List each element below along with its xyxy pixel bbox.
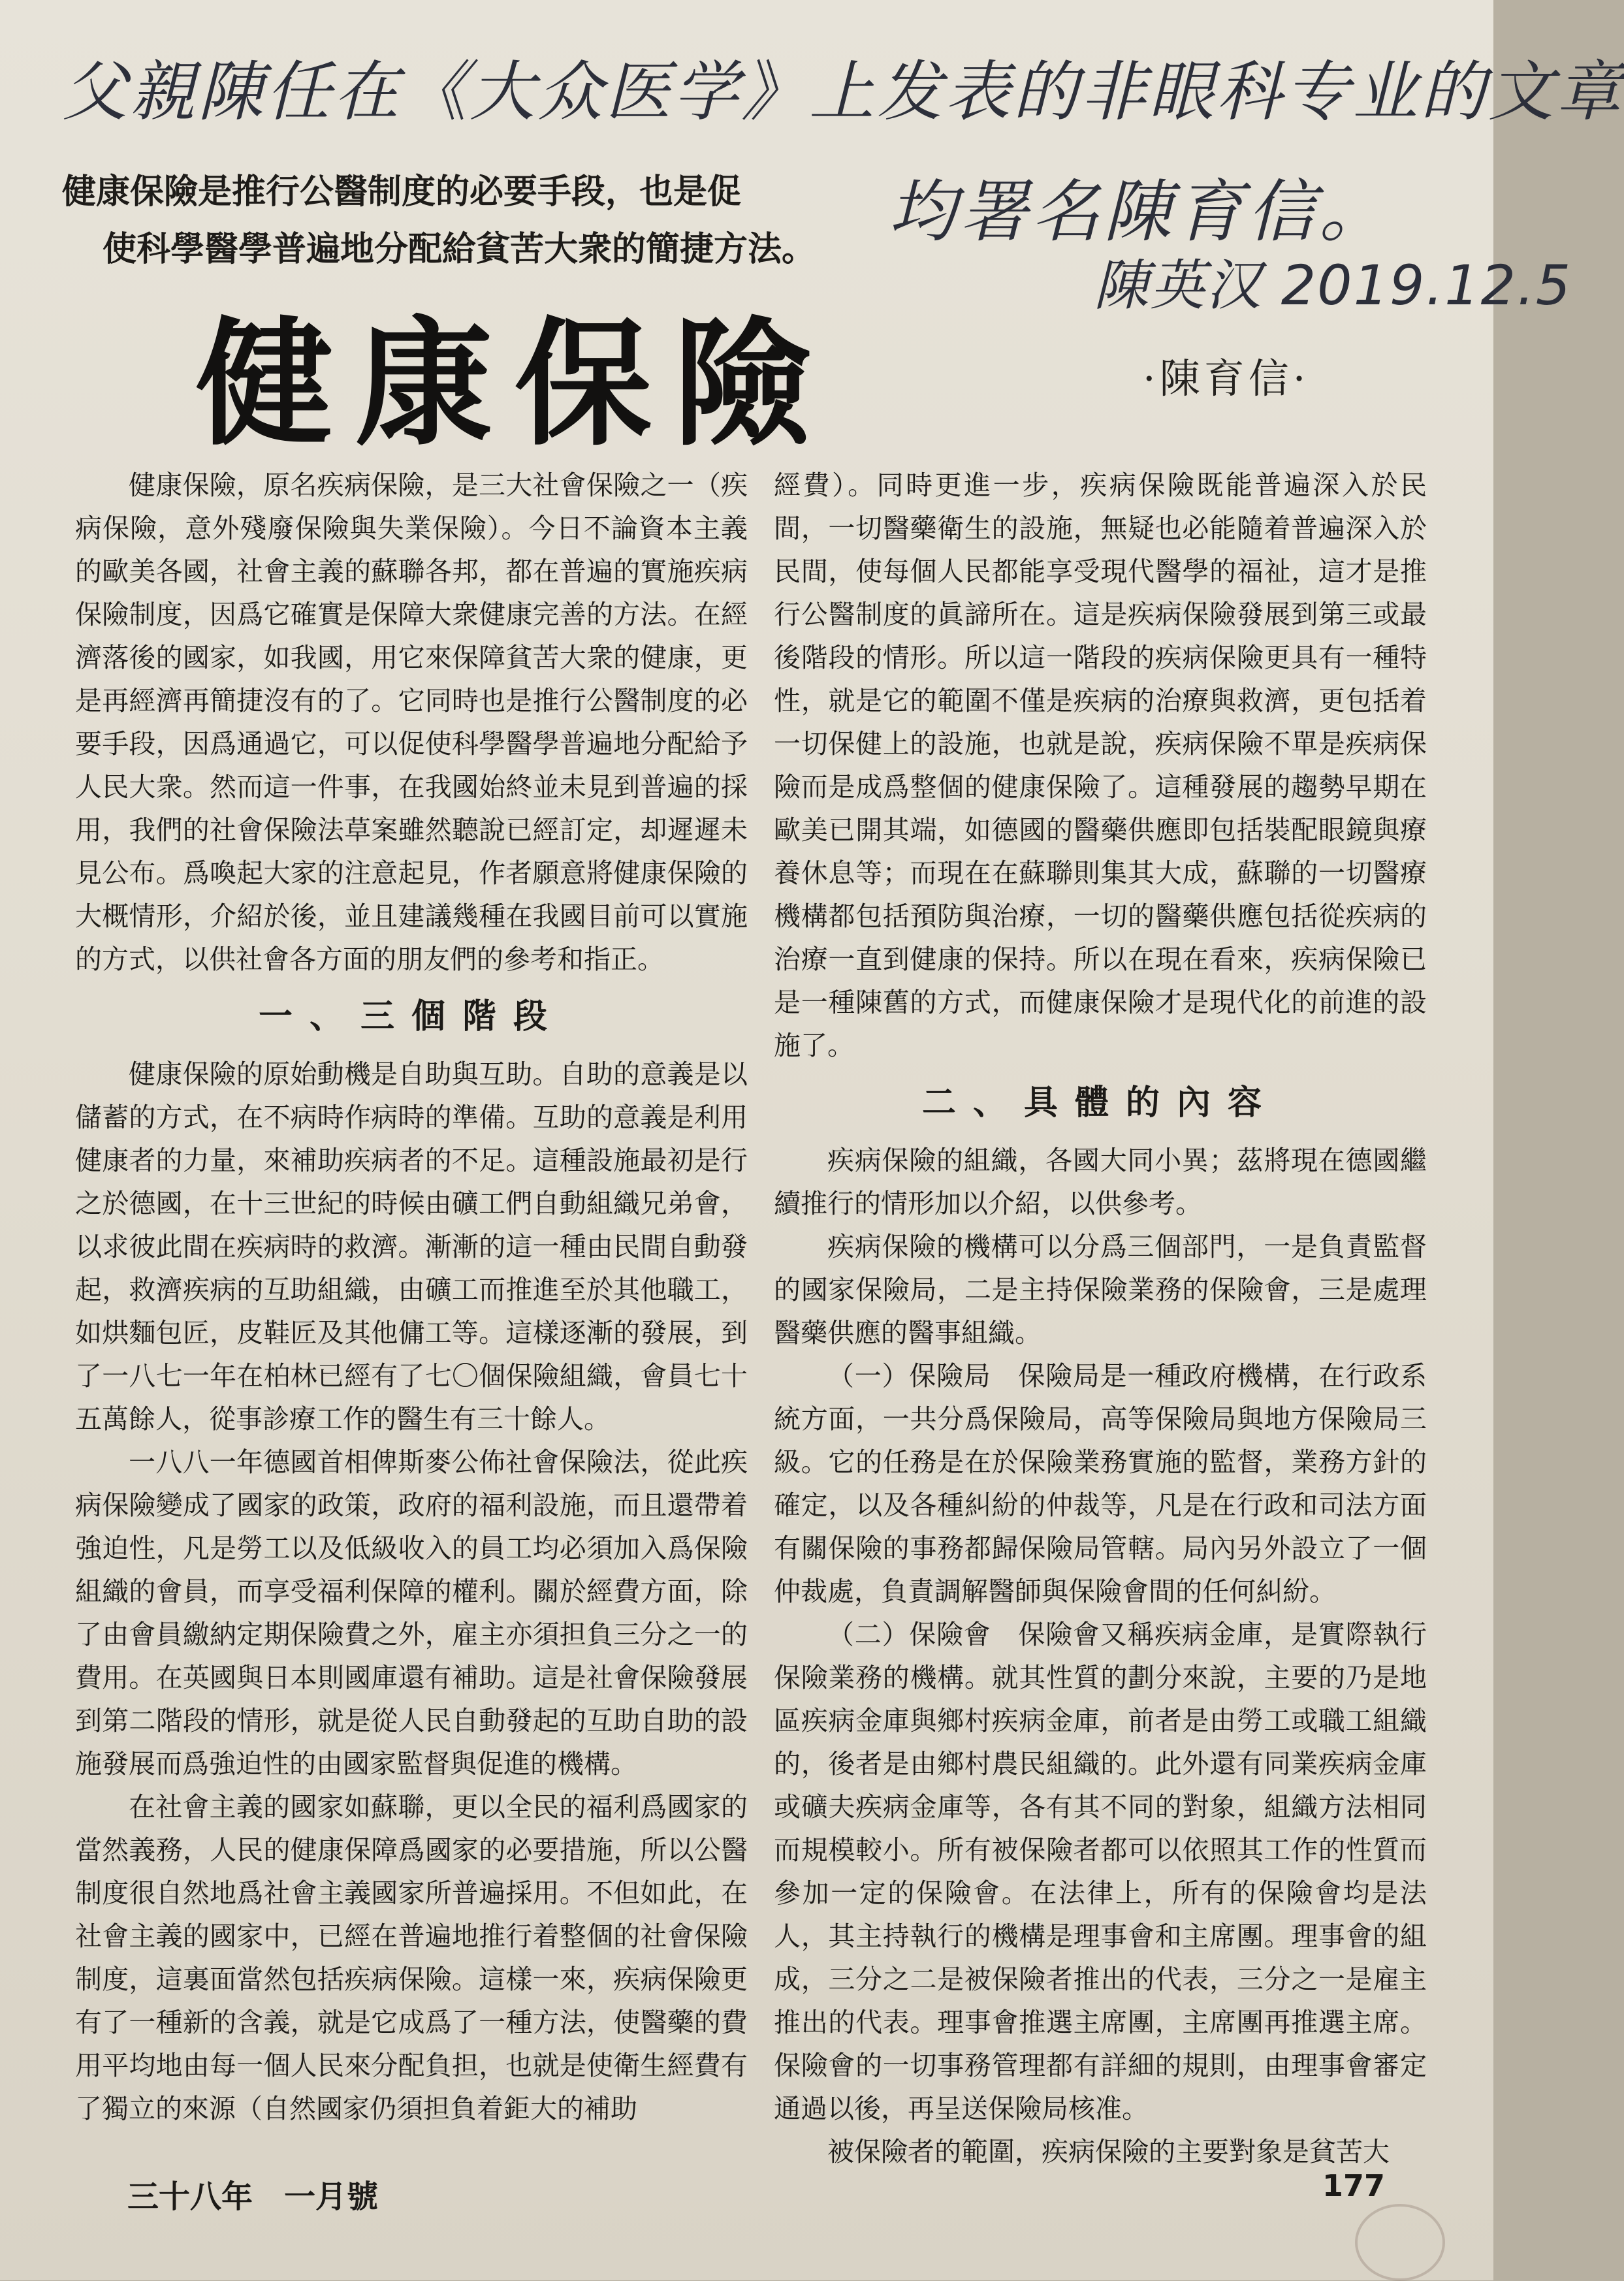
paragraph: 被保險者的範圍，疾病保險的主要對象是貧苦大	[827, 2136, 1390, 2167]
paragraph: （二）保險會 保險會又稱疾病金庫，是實際執行保險業務的機構。就其性質的劃分來說，主要的乃是地區疾病金庫與鄉村疾病金庫，前者是由勞工或職工組織的，後者是由鄉村農民組織的。此外還有同業疾病金庫或礦夫疾病金庫等，各有其不同的對象，組織方法相同而規模較小。所有被保險者都可以依照其工作的性質而參加一定的保險會。在法律上，所有的保險會均是法人，其主持執行的機構是理事會和主席團。理事會的組成，三分之二是被保險者推出的代表，三分之一是雇主推出的代表。理事會推選主席團，主席團再推選主席。保險會的一切事務管理都有詳細的規則，由理事會審定通過以後，再呈送保險局核准。	[774, 1619, 1427, 2124]
issue-label: 三十八年 一月號	[127, 2178, 379, 2215]
paragraph: 健康保險，原名疾病保險，是三大社會保險之一（疾病保險，意外殘廢保險與失業保險）。今日不論資本主義的歐美各國，社會主義的蘇聯各邦，都在普遍的實施疾病保險制度，因爲它確實是保障大衆健康完善的方法。在經濟落後的國家，如我國，用它來保障貧苦大衆的健康，更是再經濟再簡捷沒有的了。它同時也是推行公醫制度的必要手段，因爲通過它，可以促使科學醫學普遍地分配給予人民大衆。然而這一件事，在我國始終並未見到普遍的採用，我們的社會保險法草案雖然聽說已經訂定，却遲遲未見公布。爲喚起大家的注意起見，作者願意將健康保險的大概情形，介紹於後，並且建議幾種在我國目前可以實施的方式，以供社會各方面的朋友們的參考和指正。	[75, 470, 748, 975]
paragraph: 疾病保險的組織，各國大同小異；茲將現在德國繼續推行的情形加以介紹，以供參考。	[774, 1145, 1427, 1219]
paragraph: 一八八一年德國首相俾斯麥公佈社會保險法，從此疾病保險變成了國家的政策，政府的福利設施，而且還帶着強迫性，凡是勞工以及低級收入的員工均必須加入爲保險組織的會員，而享受福利保障的權利。關於經費方面，除了由會員繳納定期保險費之外，雇主亦須担負三分之一的費用。在英國與日本則國庫還有補助。這是社會保險發展到第二階段的情形，就是從人民自動發起的互助自助的設施發展而爲強迫性的由國家監督與促進的機構。	[75, 1446, 748, 1779]
right-column	[774, 464, 1427, 2173]
paragraph: 經費）。同時更進一步，疾病保險既能普遍深入於民間，一切醫藥衛生的設施，無疑也必能隨着普遍深入於民間，使每個人民都能享受現代醫學的福祉，這才是推行公醫制度的眞諦所在。這是疾病保險發展到第三或最後階段的情形。所以這一階段的疾病保險更具有一種特性，就是它的範圍不僅是疾病的治療與救濟，更包括着一切保健上的設施，也就是說，疾病保險不單是疾病保險而是成爲整個的健康保險了。這種發展的趨勢早期在歐美已開其端，如德國的醫藥供應即包括裝配眼鏡與療養休息等；而現在在蘇聯則集其大成，蘇聯的一切醫療機構都包括預防與治療，一切的醫藥供應包括從疾病的治療一直到健康的保持。所以在現在看來，疾病保險已是一種陳舊的方式，而健康保險才是現代化的前進的設施了。	[774, 470, 1427, 1061]
handwritten-note-line2: 均署名陳育信。	[888, 172, 1392, 251]
lede-line: 健康保險是推行公醫制度的必要手段，也是促	[62, 172, 742, 212]
paragraph: 疾病保險的機構可以分爲三個部門，一是負責監督的國家保險局，二是主持保險業務的保險會，三是處理醫藥供應的醫事組織。	[774, 1231, 1427, 1348]
paragraph: （一）保險局 保險局是一種政府機構，在行政系統方面，一共分爲保險局，高等保險局與地方保險局三級。它的任務是在於保險業務實施的監督，業務方針的確定，以及各種糾紛的仲裁等，凡是在行政和司法方面有關保險的事務都歸保險局管轄。局內另外設立了一個仲裁處，負責調解醫師與保險會間的任何糾紛。	[774, 1360, 1427, 1607]
handwritten-signature: 陳英汉 2019.12.5	[1094, 253, 1572, 317]
handwritten-note-line1: 父親陳任在《大众医学》上发表的非眼科专业的文章	[62, 54, 1624, 130]
watermark-seal	[1355, 2204, 1445, 2281]
lede-line: 使科學醫學普遍地分配給貧苦大衆的簡捷方法。	[103, 229, 816, 269]
paragraph: 健康保險的原始動機是自助與互助。自助的意義是以儲蓄的方式，在不病時作病時的準備。互助的意義是利用健康者的力量，來補助疾病者的不足。這種設施最初是行之於德國，在十三世紀的時候由礦工們自動組織兄弟會，以求彼此間在疾病時的救濟。漸漸的這一種由民間自動發起，救濟疾病的互助組織，由礦工而推進至於其他職工，如烘麵包匠，皮鞋匠及其他傭工等。這樣逐漸的發展，到了一八七一年在柏林已經有了七〇個保險組織，會員七十五萬餘人，從事診療工作的醫生有三十餘人。	[75, 1059, 748, 1435]
section-heading: 二、具體的內容	[921, 1083, 1279, 1123]
page-number: 177	[1322, 2168, 1386, 2203]
left-column	[75, 464, 748, 2130]
section-heading: 一、三個階段	[258, 997, 564, 1036]
article-lede	[62, 163, 865, 278]
paragraph: 在社會主義的國家如蘇聯，更以全民的福利爲國家的當然義務，人民的健康保障爲國家的必要措施，所以公醫制度很自然地爲社會主義國家所普遍採用。不但如此，在社會主義的國家中，已經在普遍地推行着整個的社會保險制度，這裏面當然包括疾病保險。這樣一來，疾病保險更有了一種新的含義，就是它成爲了一種方法，使醫藥的費用平均地由每一個人民來分配負担，也就是使衛生經費有了獨立的來源（自然國家仍須担負着鉅大的補助	[75, 1791, 748, 2124]
article-author: ·陳育信·	[1143, 355, 1310, 402]
article-title: 健康保險	[196, 304, 834, 464]
